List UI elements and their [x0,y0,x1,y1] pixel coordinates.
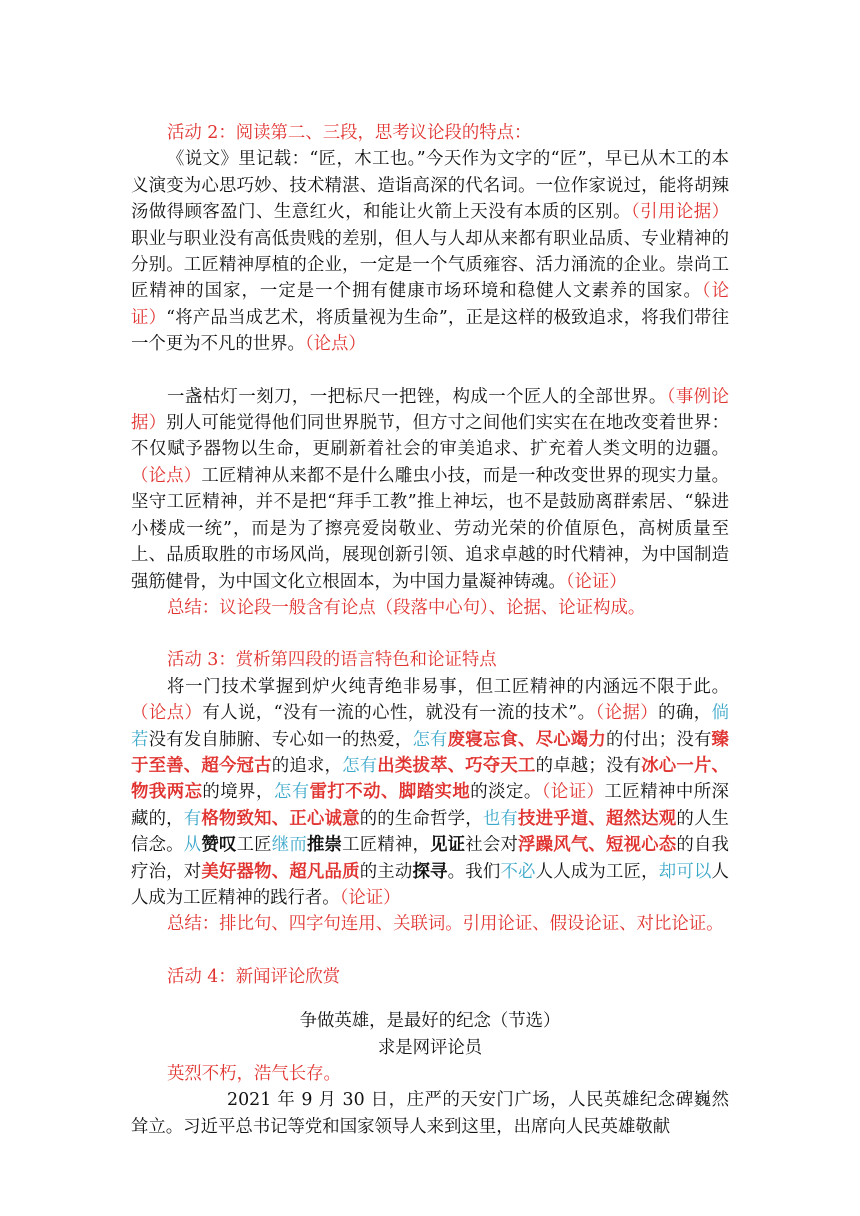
connective-word: 从 [183,835,202,856]
connective-word: 有 [183,808,202,829]
spacer [131,621,729,647]
article-title: 争做英雄，是最好的纪念（节选） [299,1011,561,1032]
activity2-heading: 活动 2：阅读第二、三段，思考议论段的特点： [167,123,532,143]
text-run: 的人生信念。 [131,808,729,856]
activity2-paragraph-1 [131,146,729,357]
spacer [131,990,729,1008]
text-run: 的确， [658,703,712,724]
text-run: 社会对 [465,835,519,856]
text-run: 别人可能觉得他们同世界脱节，但方寸之间他们实实在在地改变着世界：不仅赋予器物以生命，更刷新着社会的审美追求、扩充着人类文明的边疆。 [131,413,729,460]
activity3-paragraph [131,674,729,912]
text-run: 的追求， [271,755,343,776]
connective-word: 怎有 [342,755,378,776]
annotation-label: （事例论据） [131,386,729,434]
text-run: 工匠精神从来都不是什么雕虫小技，而是一种改变世界的现实力量。坚守工匠精神，并不是把“拜手工教”推上神坛，也不是鼓励离群索居、“躲进小楼成一统”，而是为了擦亮爱岗敬业、劳动光荣的价值原色，高树质量至上、品质取胜的市场风尚，展现创新引领、追求卓越的时代精神，为中国制造强筋健骨，为中国文化立根固本，为中国力量凝神铸魂。 [131,465,729,592]
activity2-summary: 总结：议论段一般含有论点（段落中心句）、论据、论证构成。 [167,597,646,618]
key-phrase: 格物致知、正心诚意 [201,808,360,829]
text-run: 人人成为工匠， [535,861,659,882]
key-phrase: 废寝忘食、尽心竭力 [447,729,606,750]
annotation-label: （论点） [304,334,366,355]
text-run: 将一门技术掌握到炉火纯青绝非易事，但工匠精神的内涵远不限于此。 [167,676,729,697]
annotation-label: （论点） [131,703,203,724]
connective-word: 继而 [271,835,307,856]
text-run: 的淡定。 [470,782,542,803]
activity2-paragraph-2 [131,384,729,595]
text-run: 的自我疗治，对 [131,835,729,882]
bold-verb: 见证 [430,835,466,856]
key-phrase: 技进乎道、超然达观 [518,808,677,829]
connective-word: 怎有 [273,782,310,803]
text-run: 一盏枯灯一刻刀，一把标尺一把锉，构成一个匠人的全部世界。 [167,386,667,407]
text-run: “将产品当成艺术，将质量视为生命”，正是这样的极致追求，将我们带往一个更为不凡的世界。 [131,307,729,355]
activity3-summary: 总结：排比句、四字句连用、关联词。引用论证、假设论证、对比论证。 [167,914,724,935]
text-run: 的境界， [202,782,274,803]
text-run: 的卓越；没有 [535,755,642,776]
bold-verb: 探寻 [412,861,448,882]
connective-word: 也有 [482,808,519,829]
annotation-label: （引用论据） [631,202,729,223]
activity4-heading: 活动 4：新闻评论欣赏 [167,966,341,987]
article-author: 求是网评论员 [377,1037,483,1058]
annotation-label: （论据） [595,703,659,724]
document-page [131,120,729,1140]
key-phrase: 臻于至善、超今冠古 [131,729,729,776]
article-body [131,1087,729,1140]
text-run: 工匠精神中所深藏的， [131,782,729,829]
key-phrase: 雷打不动、脚踏实地 [309,782,471,803]
text-run: 没有发自肺腑、专心如一的热爱， [148,729,413,750]
text-run: 2021 年 9 月 30 日，庄严的天安门广场，人民英雄纪念碑巍然耸立。习近平总书记等党和国家领导人来到这里，出席向人民英雄敬献 [131,1090,729,1137]
text-run: 人人成为工匠精神的践行者。 [131,861,729,908]
annotation-label: （论证） [131,281,729,328]
connective-word: 不必 [500,861,536,882]
bold-verb: 赞叹 [201,835,237,856]
key-phrase: 冰心一片、物我两忘 [131,755,729,803]
annotation-label: （论证） [339,887,401,908]
annotation-label: （论证） [565,571,627,592]
article-lead: 英烈不朽，浩气长存。 [167,1064,341,1084]
bold-verb: 推崇 [306,835,343,856]
key-phrase: 出类拔萃、巧夺天工 [377,755,536,776]
key-phrase: 美好器物、超凡品质 [201,861,360,882]
text-run: 有人说，“没有一流的心性，就没有一流的技术”。 [202,703,596,724]
annotation-label: （论点） [131,465,202,486]
text-run: 职业与职业没有高低贵贱的差别，但人与人却从来都有职业品质、专业精神的分别。工匠精神厚植的企业，一定是一个气质雍容、活力涌流的企业。崇尚工匠精神的国家，一定是一个拥有健康市场环境和稳健人文素养的国家。 [131,228,729,302]
text-run: 工匠 [236,835,272,856]
key-phrase: 浮躁风气、短视心态 [518,835,677,856]
text-run: 的付出；没有 [605,729,712,750]
text-run: 工匠精神， [342,835,431,856]
annotation-label: （论证） [541,782,605,803]
spacer [131,358,729,384]
connective-word: 倘若 [131,703,729,750]
activity3-heading: 活动 3：赏析第四段的语言特色和论证特点 [167,650,497,671]
text-run: 《说文》里记载：“匠，木工也。”今天作为文字的“匠”，早已从木工的本义演变为心思巧妙、技术精湛、造诣高深的代名词。一位作家说过，能将胡辣汤做得顾客盈门、生意红火，和能让火箭上天没有本质的区别。 [131,149,729,223]
text-run: 的主动 [359,861,413,882]
connective-word: 怎有 [412,729,448,750]
text-run: 。我们 [447,861,501,882]
spacer [131,938,729,964]
connective-word: 却可以 [658,861,712,882]
text-run: 的的生命哲学， [359,808,483,829]
